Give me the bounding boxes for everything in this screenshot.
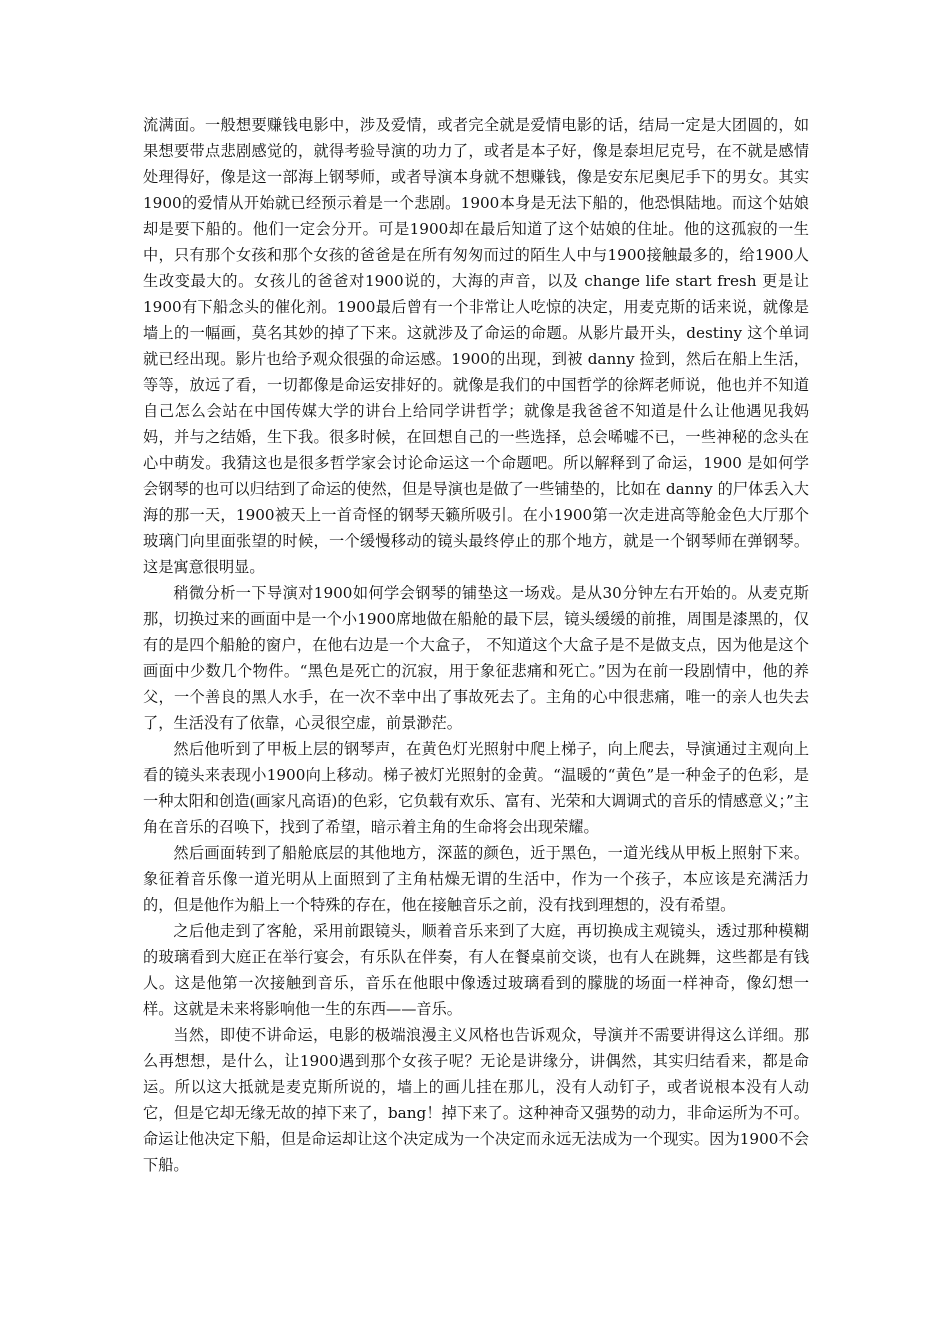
paragraph-2: 稍微分析一下导演对1900如何学会钢琴的铺垫这一场戏。是从30分钟左右开始的。从麦克斯那，切换过来的画面中是一个小1900席地做在船舱的最下层，镜头缓缓的前推，周围是漆黑的，仅有的是四个船舱的窗户，在他右边是一个大盒子， 不知道这个大盒子是不是做支点，因为他是这个画面中少数几个物件。“黑色是死亡的沉寂，用于象征悲痛和死亡。”因为在前一段剧情中，他的养父，一个善良的黑人水手，在一次不幸中出了事故死去了。主角的心中很悲痛，唯一的亲人也失去了，生活没有了依靠，心灵很空虚，前景渺茫。: [143, 584, 809, 732]
paragraph-5: 之后他走到了客舱，采用前跟镜头，顺着音乐来到了大庭，再切换成主观镜头，透过那种模糊的玻璃看到大庭正在举行宴会，有乐队在伴奏，有人在餐桌前交谈，也有人在跳舞，这些都是有钱人。这是他第一次接触到音乐，音乐在他眼中像透过玻璃看到的朦胧的场面一样神奇，像幻想一样。这就是未来将影响他一生的东西——音乐。: [143, 922, 809, 1018]
paragraph-6: 当然，即使不讲命运，电影的极端浪漫主义风格也告诉观众，导演并不需要讲得这么详细。那么再想想，是什么，让1900遇到那个女孩子呢？无论是讲缘分，讲偶然，其实归结看来，都是命运。所以这大抵就是麦克斯所说的，墙上的画儿挂在那儿，没有人动钉子，或者说根本没有人动它，但是它却无缘无故的掉下来了，bang！掉下来了。这种神奇又强势的动力，非命运所为不可。命运让他决定下船，但是命运却让这个决定成为一个决定而永远无法成为一个现实。因为1900不会下船。: [143, 1026, 809, 1174]
paragraph-4: 然后画面转到了船舱底层的其他地方，深蓝的颜色，近于黑色，一道光线从甲板上照射下来。象征着音乐像一道光明从上面照到了主角枯燥无谓的生活中，作为一个孩子，本应该是充满活力的，但是他作为船上一个特殊的存在，他在接触音乐之前，没有找到理想的，没有希望。: [143, 844, 809, 914]
paragraph-3: 然后他听到了甲板上层的钢琴声，在黄色灯光照射中爬上梯子，向上爬去，导演通过主观向上看的镜头来表现小1900向上移动。梯子被灯光照射的金黄。“温暖的“黄色”是一种金子的色彩，是一种太阳和创造(画家凡高语)的色彩，它负载有欢乐、富有、光荣和大调调式的音乐的情感意义；”主角在音乐的召唤下，找到了希望，暗示着主角的生命将会出现荣耀。: [143, 740, 809, 836]
paragraph-1: 流满面。一般想要赚钱电影中，涉及爱情，或者完全就是爱情电影的话，结局一定是大团圆的，如果想要带点悲剧感觉的，就得考验导演的功力了，或者是本子好，像是泰坦尼克号，在不就是感情处理得好，像是这一部海上钢琴师，或者导演本身就不想赚钱，像是安东尼奥尼手下的男女。其实1900的爱情从开始就已经预示着是一个悲剧。1900本身是无法下船的，他恐惧陆地。而这个姑娘却是要下船的。他们一定会分开。可是1900却在最后知道了这个姑娘的住址。他的这孤寂的一生中，只有那个女孩和那个女孩的爸爸是在所有匆匆而过的陌生人中与1900接触最多的，给1900人生改变最大的。女孩儿的爸爸对1900说的，大海的声音，以及 change life start fresh 更是让1900有下船念头的催化剂。1900最后曾有一个非常让人吃惊的决定，用麦克斯的话来说，就像是墙上的一幅画，莫名其妙的掉了下来。这就涉及了命运的命题。从影片最开头，destiny 这个单词就已经出现。影片也给予观众很强的命运感。1900的出现，到被 danny 捡到，然后在船上生活，等等，放远了看，一切都像是命运安排好的。就像是我们的中国哲学的徐辉老师说，他也并不知道自己怎么会站在中国传媒大学的讲台上给同学讲哲学；就像是我爸爸不知道是什么让他遇见我妈妈，并与之结婚，生下我。很多时候，在回想自己的一些选择，总会唏嘘不已，一些神秘的念头在心中萌发。我猜这也是很多哲学家会讨论命运这一个命题吧。所以解释到了命运，1900 是如何学会钢琴的也可以归结到了命运的使然，但是导演也是做了一些铺垫的，比如在 danny 的尸体丢入大海的那一天，1900被天上一首奇怪的钢琴天籁所吸引。在小1900第一次走进高等舱金色大厅那个玻璃门向里面张望的时候，一个缓慢移动的镜头最终停止的那个地方，就是一个钢琴师在弹钢琴。这是寓意很明显。: [143, 116, 809, 576]
document-body: [143, 112, 809, 1178]
